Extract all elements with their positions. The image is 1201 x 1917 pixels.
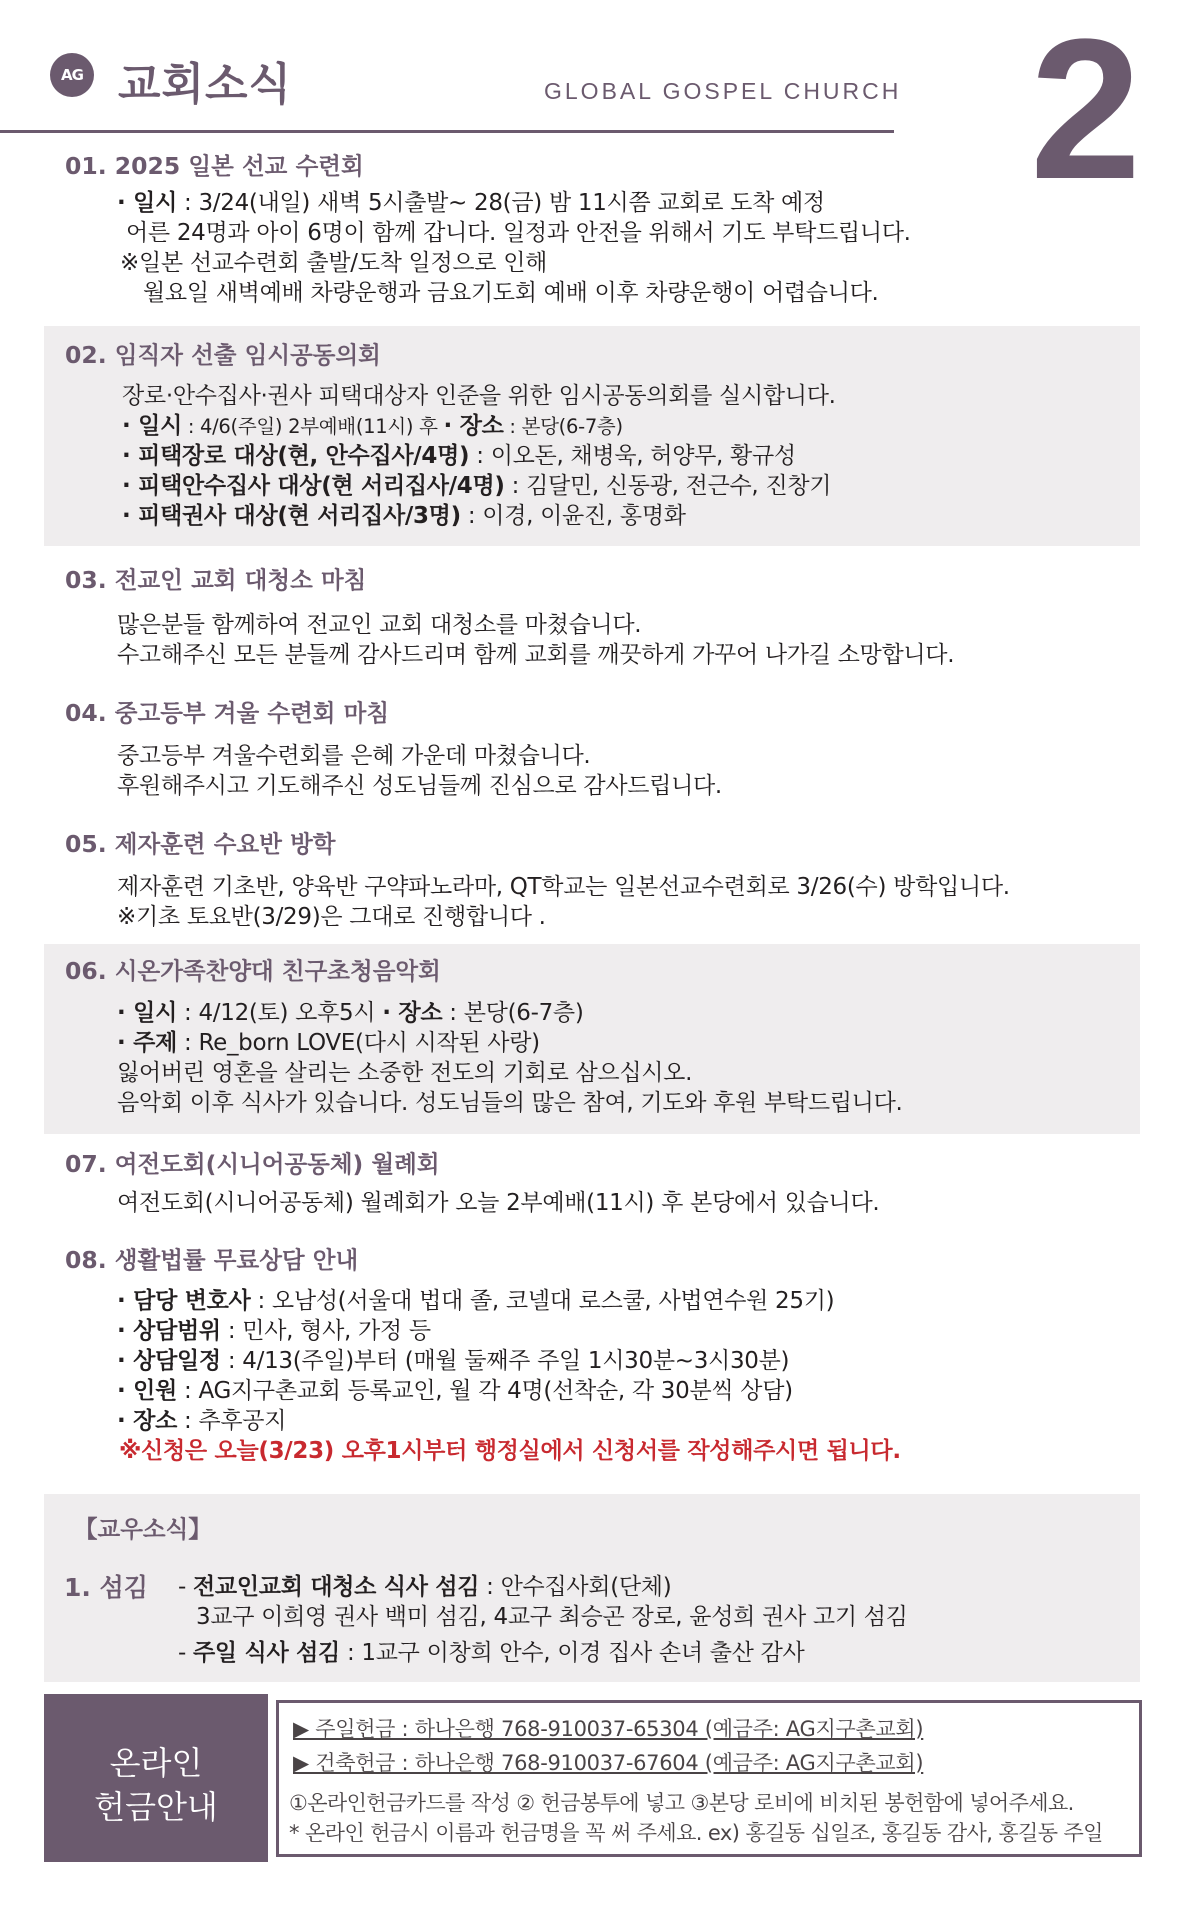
news-item-06 [44, 944, 1140, 1134]
news-title: 08. 생활법률 무료상담 안내 [65, 1246, 359, 1274]
news-line: · 일시 : 4/6(주일) 2부예배(11시) 후 · 장소 : 본당(6-7층) [122, 413, 623, 439]
building-offering-account: ▶ 건축헌금 : 하나은행 768-910037-67604 (예금주: AG지구촌교회) [293, 1751, 924, 1775]
news-item-08 [44, 1236, 1140, 1464]
news-item-03 [44, 556, 1140, 676]
news-line: 어른 24명과 아이 6명이 함께 갑니다. 일정과 안전을 위해서 기도 부탁드립니다. [126, 220, 911, 246]
online-offering-label: 온라인 헌금안내 [44, 1694, 268, 1862]
news-line: ※일본 선교수련회 출발/도착 일정으로 인해 [120, 250, 548, 276]
news-line: 제자훈련 기초반, 양육반 구약파노라마, QT학교는 일본선교수련회로 3/26(수) 방학입니다. [117, 874, 1010, 900]
church-name: GLOBAL GOSPEL CHURCH [544, 78, 902, 104]
news-line: · 피택장로 대상(현, 안수집사/4명) : 이오돈, 채병욱, 허양무, 황규성 [122, 443, 796, 469]
notice-highlight: ※신청은 오늘(3/23) 오후1시부터 행정실에서 신청서를 작성해주시면 됩니다. [119, 1438, 901, 1464]
header-divider [0, 130, 894, 133]
news-item-04 [44, 688, 1140, 798]
news-title: 04. 중고등부 겨울 수련회 마침 [65, 699, 390, 727]
news-line: · 상담일정 : 4/13(주일)부터 (매월 둘째주 주일 1시30분~3시30분) [117, 1348, 790, 1374]
news-title: 05. 제자훈련 수요반 방학 [65, 830, 336, 858]
news-line: 후원해주시고 기도해주신 성도님들께 진심으로 감사드립니다. [117, 773, 722, 799]
news-line: · 피택권사 대상(현 서리집사/3명) : 이경, 이윤진, 홍명화 [122, 503, 686, 529]
news-title: 02. 임직자 선출 임시공동의회 [65, 341, 381, 369]
news-title: 01. 2025 일본 선교 수련회 [65, 152, 364, 180]
members-item-number: 1. 섬김 [64, 1573, 148, 1602]
news-line: 중고등부 겨울수련회를 은혜 가운데 마쳤습니다. [117, 743, 591, 769]
members-line: 3교구 이희영 권사 백미 섬김, 4교구 최승곤 장로, 윤성희 권사 고기 섬김 [196, 1604, 908, 1630]
news-line: 월요일 새벽예배 차량운행과 금요기도회 예배 이후 차량운행이 어렵습니다. [143, 280, 879, 306]
news-line: · 주제 : Re_born LOVE(다시 시작된 사랑) [117, 1030, 540, 1056]
page-title: 교회소식 [118, 59, 293, 110]
news-line: 수고해주신 모든 분들께 감사드리며 함께 교회를 깨끗하게 가꾸어 나가길 소망합니다. [117, 642, 955, 668]
news-title: 07. 여전도회(시니어공동체) 월례회 [65, 1150, 440, 1178]
news-item-02 [44, 326, 1140, 546]
church-logo: AG [50, 53, 94, 97]
news-line: 여전도회(시니어공동체) 월례회가 오늘 2부예배(11시) 후 본당에서 있습니다. [117, 1190, 880, 1216]
news-line: · 담당 변호사 : 오남성(서울대 법대 졸, 코넬대 로스쿨, 사법연수원 25기) [117, 1288, 835, 1314]
news-title: 06. 시온가족찬양대 친구초청음악회 [65, 957, 441, 985]
news-line: 잃어버린 영혼을 살리는 소중한 전도의 기회로 삼으십시오. [117, 1060, 693, 1086]
members-line: - 주일 식사 섬김 : 1교구 이창희 안수, 이경 집사 손녀 출산 감사 [178, 1640, 805, 1666]
members-line: - 전교인교회 대청소 식사 섬김 : 안수집사회(단체) [178, 1574, 672, 1600]
news-item-07 [44, 1140, 1140, 1220]
news-line: ※기초 토요반(3/29)은 그대로 진행합니다 . [117, 904, 546, 930]
offering-instructions: ①온라인헌금카드를 작성 ② 헌금봉투에 넣고 ③본당 로비에 비치된 봉헌함에 넣어주세요. [289, 1791, 1074, 1815]
news-line: · 장소 : 추후공지 [117, 1408, 287, 1434]
page-number: 2 [1030, 0, 1142, 221]
news-item-05 [44, 820, 1140, 930]
news-line: · 인원 : AG지구촌교회 등록교인, 월 각 4명(선착순, 각 30분씩 상담) [117, 1378, 793, 1404]
members-news [44, 1494, 1140, 1682]
offering-accounts [276, 1700, 1142, 1857]
news-line: · 피택안수집사 대상(현 서리집사/4명) : 김달민, 신동광, 전근수, 진창기 [122, 473, 832, 499]
news-line: · 일시 : 3/24(내일) 새벽 5시출발~ 28(금) 밤 11시쯤 교회로 도착 예정 [117, 190, 825, 216]
news-line: · 상담범위 : 민사, 형사, 가정 등 [117, 1318, 431, 1344]
members-title: 【교우소식】 [74, 1515, 212, 1543]
news-line: 장로·안수집사·권사 피택대상자 인준을 위한 임시공동의회를 실시합니다. [122, 383, 836, 409]
news-item-01 [44, 140, 1140, 310]
sunday-offering-account: ▶ 주일헌금 : 하나은행 768-910037-65304 (예금주: AG지구촌교회) [293, 1717, 924, 1741]
offering-note: * 온라인 헌금시 이름과 헌금명을 꼭 써 주세요. ex) 홍길동 십일조, 홍길동 감사, 홍길동 주일 [289, 1821, 1103, 1845]
news-line: 음악회 이후 식사가 있습니다. 성도님들의 많은 참여, 기도와 후원 부탁드립니다. [117, 1090, 903, 1116]
news-line: · 일시 : 4/12(토) 오후5시 · 장소 : 본당(6-7층) [117, 1000, 584, 1026]
news-line: 많은분들 함께하여 전교인 교회 대청소를 마쳤습니다. [117, 612, 642, 638]
news-title: 03. 전교인 교회 대청소 마침 [65, 566, 367, 594]
